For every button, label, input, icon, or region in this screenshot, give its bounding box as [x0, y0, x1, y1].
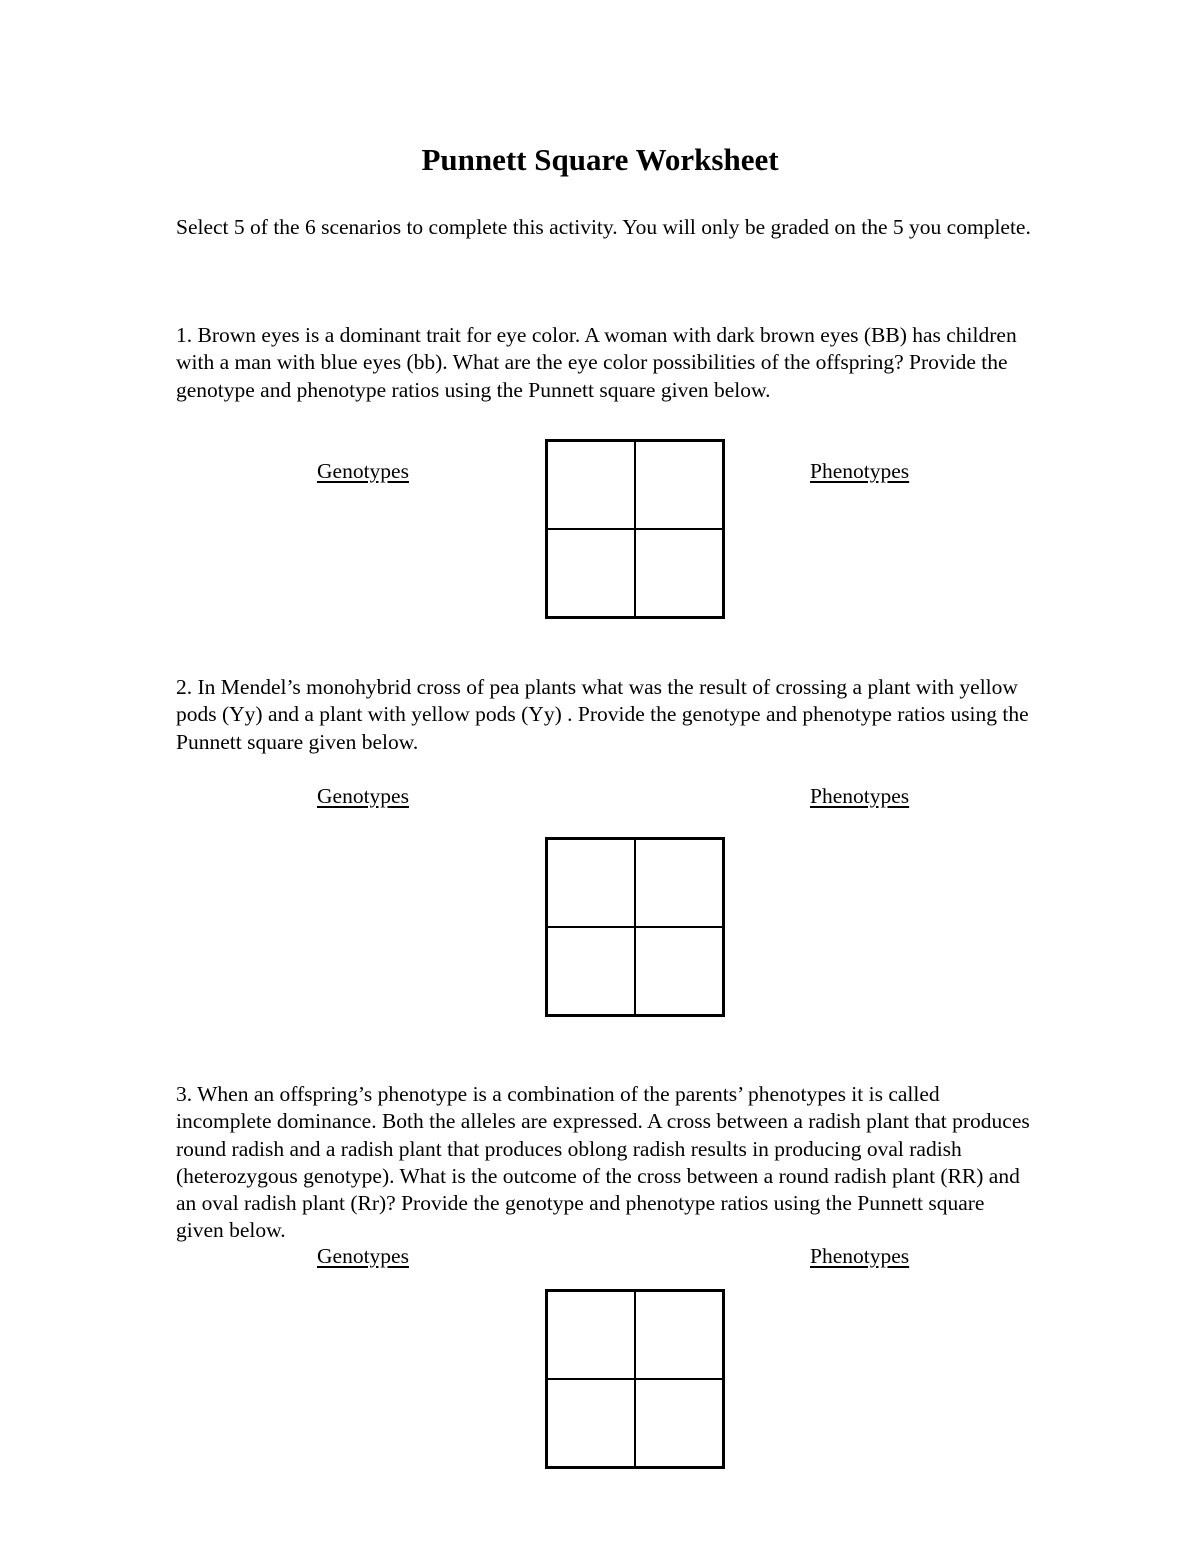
question-3-text: 3. When an offspring’s phenotype is a combination of the parents’ phenotypes it is called incomplete dominance. Both the alleles are expressed. A cross between a radish plant that produces round radish and a radish plant that produces oblong radish results in producing oval radish (heterozygous genotype). What is the outcome of the cross between a round radish plant (RR) and an oval radish plant (Rr)? Provide the genotype and phenotype ratios using the Punnett square given below. — [176, 1082, 1030, 1243]
question-2-punnett-square[interactable] — [545, 837, 725, 1017]
punnett-cell[interactable] — [635, 529, 722, 616]
instructions-paragraph: Select 5 of the 6 scenarios to complete this activity. You will only be graded on the 5 you complete. — [176, 215, 1031, 239]
punnett-cell[interactable] — [635, 1379, 722, 1466]
punnett-cell[interactable] — [635, 1292, 722, 1379]
worksheet-title: Punnett Square Worksheet — [421, 142, 779, 177]
punnett-cell[interactable] — [548, 840, 635, 927]
question-2-genotypes-label: Genotypes — [317, 784, 409, 808]
question-1-punnett-square[interactable] — [545, 439, 725, 619]
question-1-text: 1. Brown eyes is a dominant trait for eye color. A woman with dark brown eyes (BB) has children with a man with blue eyes (bb). What are the eye color possibilities of the offspring? Provide the genotype and phenotype ratios using the Punnett square given below. — [176, 323, 1017, 402]
punnett-cell[interactable] — [548, 1379, 635, 1466]
punnett-cell[interactable] — [548, 529, 635, 616]
question-1-phenotypes-label: Phenotypes — [810, 459, 910, 483]
question-2-phenotypes-label: Phenotypes — [810, 784, 910, 808]
punnett-cell[interactable] — [548, 927, 635, 1014]
question-2-text: 2. In Mendel’s monohybrid cross of pea plants what was the result of crossing a plant with yellow pods (Yy) and a plant with yellow pods (Yy) . Provide the genotype and phenotype ratios using the Punnett square given below. — [176, 675, 1029, 754]
punnett-cell[interactable] — [548, 442, 635, 529]
question-3-punnett-square[interactable] — [545, 1289, 725, 1469]
question-3-phenotypes-label: Phenotypes — [810, 1244, 910, 1268]
punnett-cell[interactable] — [635, 927, 722, 1014]
punnett-cell[interactable] — [635, 442, 722, 529]
punnett-cell[interactable] — [635, 840, 722, 927]
question-1-genotypes-label: Genotypes — [317, 459, 409, 483]
question-3-genotypes-label: Genotypes — [317, 1244, 409, 1268]
punnett-cell[interactable] — [548, 1292, 635, 1379]
